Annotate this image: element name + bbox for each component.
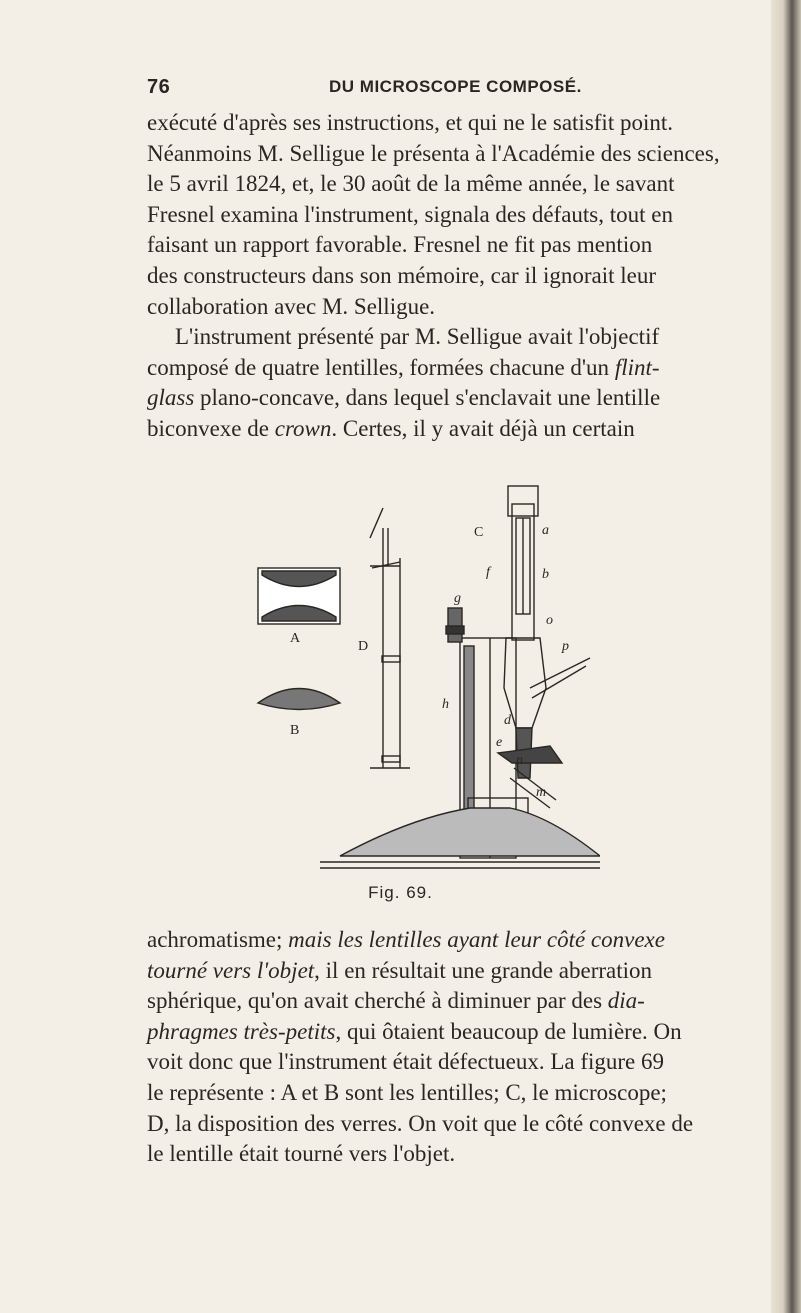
italic-term: flint- [614, 354, 660, 380]
text-line: Fresnel examina l'instrument, signala des défauts, tout en [147, 201, 673, 227]
text-span: . Certes, il y avait déjà un certain [331, 415, 635, 441]
text-span: biconvexe de [147, 415, 275, 441]
text-line [147, 956, 767, 987]
italic-phrase: phragmes très-petits [147, 1018, 336, 1044]
page-number: 76 [147, 76, 171, 98]
text-line: voit donc que l'instrument était défectueux. La figure 69 [147, 1049, 665, 1075]
page-header [147, 76, 767, 106]
italic-phrase: tourné vers l'objet [147, 957, 315, 983]
microscope-c-drawing [320, 486, 600, 868]
label-c: C [474, 525, 484, 540]
label-b-small: b [542, 567, 549, 582]
text-line: Néanmoins M. Selligue le présenta à l'Académie des sciences, [147, 140, 720, 166]
text-line: collaboration avec M. Selligue. [147, 293, 436, 319]
label-a: A [290, 631, 301, 646]
text-span: sphérique, qu'on avait cherché à diminuer par des [147, 988, 608, 1014]
text-line [147, 986, 767, 1017]
label-d: D [358, 639, 369, 654]
text-line: le lentille était tourné vers l'objet. [147, 1141, 456, 1167]
label-g: g [454, 591, 461, 606]
italic-term: glass [147, 385, 195, 411]
page-edge-shadow [771, 0, 801, 1313]
label-n: n [516, 753, 523, 768]
label-o: o [546, 613, 553, 628]
lens-arrangement-d [370, 508, 410, 768]
text-line: le représente : A et B sont les lentilles; C, le microscope; [147, 1079, 667, 1105]
italic-phrase: mais les lentilles ayant leur côté convexe [288, 927, 665, 952]
text-line [147, 353, 767, 384]
text-line: L'instrument présenté par M. Selligue avait l'objectif [175, 324, 660, 350]
lens-a-drawing [258, 568, 340, 624]
italic-phrase: dia- [607, 988, 645, 1014]
running-title: DU MICROSCOPE COMPOSÉ. [329, 77, 582, 96]
label-e: e [496, 735, 503, 750]
label-a-small: a [542, 523, 549, 538]
microscope-illustration [250, 478, 600, 878]
text-line: exécuté d'après ses instructions, et qui ne le satisfit point. [147, 110, 673, 135]
figure-caption: Fig. 69. [368, 883, 433, 902]
text-line [147, 414, 767, 445]
label-h: h [442, 697, 449, 712]
label-b: B [290, 723, 300, 738]
text-span: , qui ôtaient beaucoup de lumière. On [335, 1018, 682, 1044]
label-p: p [562, 639, 569, 654]
label-d-small: d [504, 713, 511, 728]
text-line: le 5 avril 1824, et, le 30 août de la même année, le savant [147, 171, 675, 197]
figure-69 [250, 478, 600, 878]
paragraph-top [147, 108, 767, 445]
text-line: des constructeurs dans son mémoire, car il ignorait leur [147, 262, 657, 288]
text-span: achromatisme; [147, 927, 289, 952]
paragraph-bottom [147, 925, 767, 1170]
text-line [147, 925, 767, 956]
text-span: composé de quatre lentilles, formées chacune d'un [147, 354, 615, 380]
text-line [147, 383, 767, 414]
lens-b-drawing [258, 689, 340, 710]
text-span: plano-concave, dans lequel s'enclavait une lentille [194, 385, 661, 411]
text-span: , il en résultait une grande aberration [314, 957, 653, 983]
text-line [147, 1017, 767, 1048]
label-m: m [536, 785, 547, 800]
label-f: f [486, 565, 490, 580]
text-line: D, la disposition des verres. On voit que le côté convexe de [147, 1110, 694, 1136]
text-line: faisant un rapport favorable. Fresnel ne fit pas mention [147, 232, 653, 258]
italic-term: crown [274, 415, 332, 441]
